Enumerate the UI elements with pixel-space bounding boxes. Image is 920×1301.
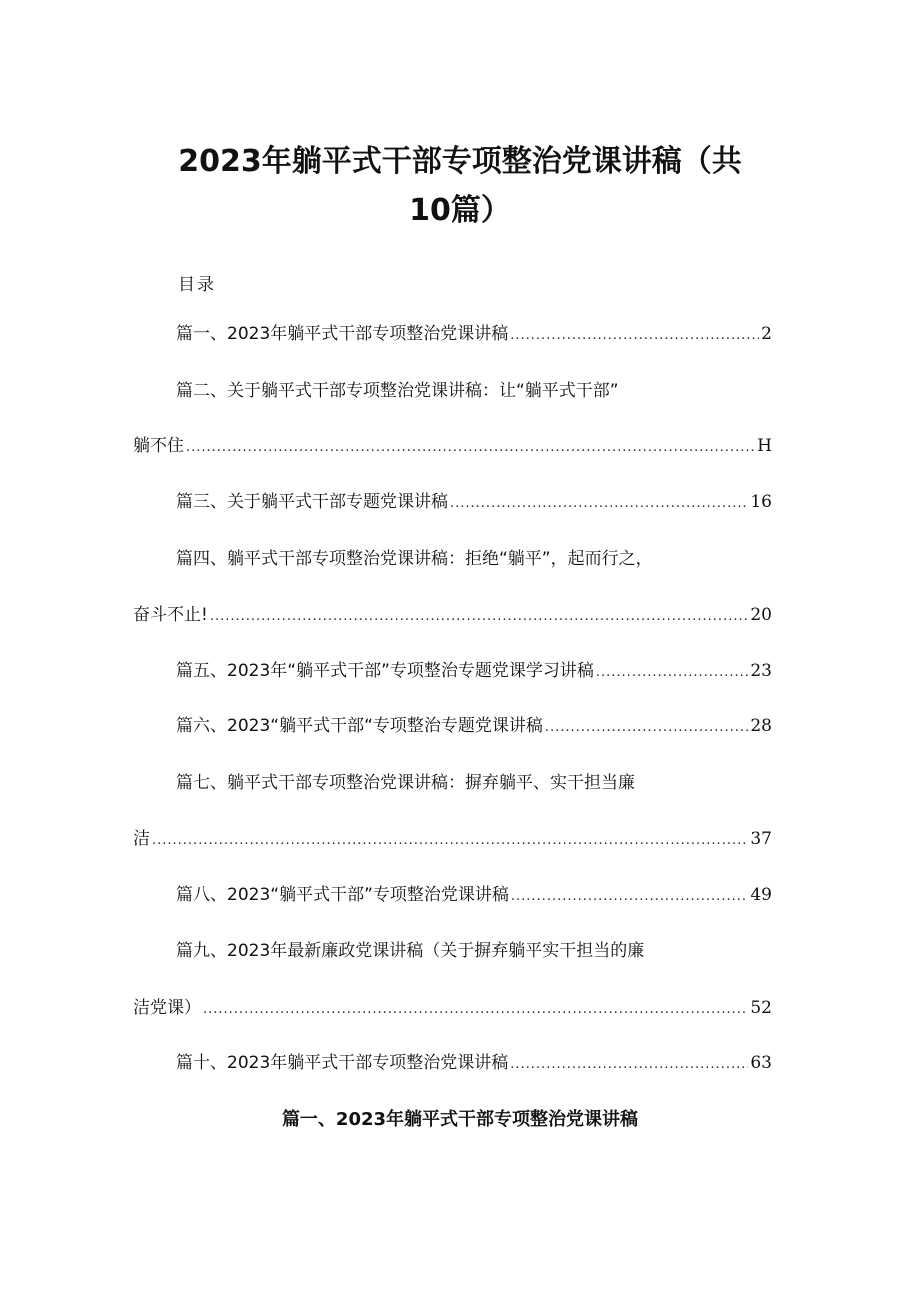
- toc-entry-5[interactable]: [176, 659, 772, 685]
- section-heading: 篇一、2023年躺平式干部专项整治党课讲稿: [281, 1109, 639, 1130]
- toc-leader-dots: [510, 1053, 748, 1077]
- toc-leader-dots: [210, 605, 749, 629]
- toc-entry-1[interactable]: [176, 322, 772, 348]
- toc-entry-title: 篇三、关于躺平式干部专题党课讲稿: [176, 492, 448, 512]
- toc-leader-dots: [152, 829, 748, 853]
- toc-entry-8[interactable]: [176, 883, 772, 909]
- toc-entry-3[interactable]: [176, 490, 772, 516]
- toc-entry-title: 篇八、2023“躺平式干部”专项整治党课讲稿: [176, 885, 509, 905]
- toc-entry-2[interactable]: 篇二、关于躺平式干部专项整治党课讲稿：让“躺平式干部”: [176, 381, 619, 401]
- toc-page-number: 16: [750, 492, 772, 512]
- toc-entry-10[interactable]: [176, 1051, 772, 1077]
- document-title-line-1: 2023年躺平式干部专项整治党课讲稿（共: [178, 144, 742, 179]
- toc-page-number: 52: [750, 998, 772, 1018]
- toc-leader-dots: [186, 436, 755, 460]
- toc-entry-9[interactable]: 篇九、2023年最新廉政党课讲稿（关于摒弃躺平实干担当的廉: [176, 941, 645, 961]
- toc-page-number: 28: [750, 716, 772, 736]
- toc-leader-dots: [545, 716, 748, 740]
- toc-page-number: H: [757, 436, 772, 456]
- toc-leader-dots: [511, 885, 748, 909]
- document-title-line-2: 10篇）: [409, 193, 511, 228]
- toc-entry-title: 篇一、2023年躺平式干部专项整治党课讲稿: [176, 324, 509, 344]
- toc-entry-7-continuation[interactable]: [133, 827, 772, 853]
- toc-page-number: 37: [750, 829, 772, 849]
- toc-leader-dots: [596, 661, 748, 685]
- toc-label: 目录: [178, 275, 216, 295]
- toc-entry-title: 躺不住: [133, 436, 184, 456]
- toc-entry-4[interactable]: 篇四、躺平式干部专项整治党课讲稿：拒绝“躺平”，起而行之，: [176, 549, 653, 569]
- toc-entry-4-continuation[interactable]: [133, 603, 772, 629]
- toc-entry-9-continuation[interactable]: [133, 996, 772, 1022]
- toc-leader-dots: [203, 998, 748, 1022]
- toc-leader-dots: [450, 492, 748, 516]
- toc-entry-title: 篇五、2023年“躺平式干部”专项整治专题党课学习讲稿: [176, 661, 594, 681]
- toc-entry-7[interactable]: 篇七、躺平式干部专项整治党课讲稿：摒弃躺平、实干担当廉: [176, 773, 635, 793]
- toc-page-number: 20: [750, 605, 772, 625]
- toc-page-number: 2: [761, 324, 772, 344]
- toc-entry-title: 篇十、2023年躺平式干部专项整治党课讲稿: [176, 1053, 509, 1073]
- toc-entry-title: 篇六、2023“躺平式干部“专项整治专题党课讲稿: [176, 716, 543, 736]
- toc-entry-2-continuation[interactable]: [133, 434, 772, 460]
- toc-page-number: 49: [750, 885, 772, 905]
- toc-entry-title: 洁党课）: [133, 998, 201, 1018]
- toc-page-number: 23: [750, 661, 772, 681]
- toc-entry-title: 奋斗不止!: [133, 605, 208, 625]
- toc-leader-dots: [510, 324, 759, 348]
- toc-entry-6[interactable]: [176, 714, 772, 740]
- toc-page-number: 63: [750, 1053, 772, 1073]
- toc-entry-title: 洁: [133, 829, 150, 849]
